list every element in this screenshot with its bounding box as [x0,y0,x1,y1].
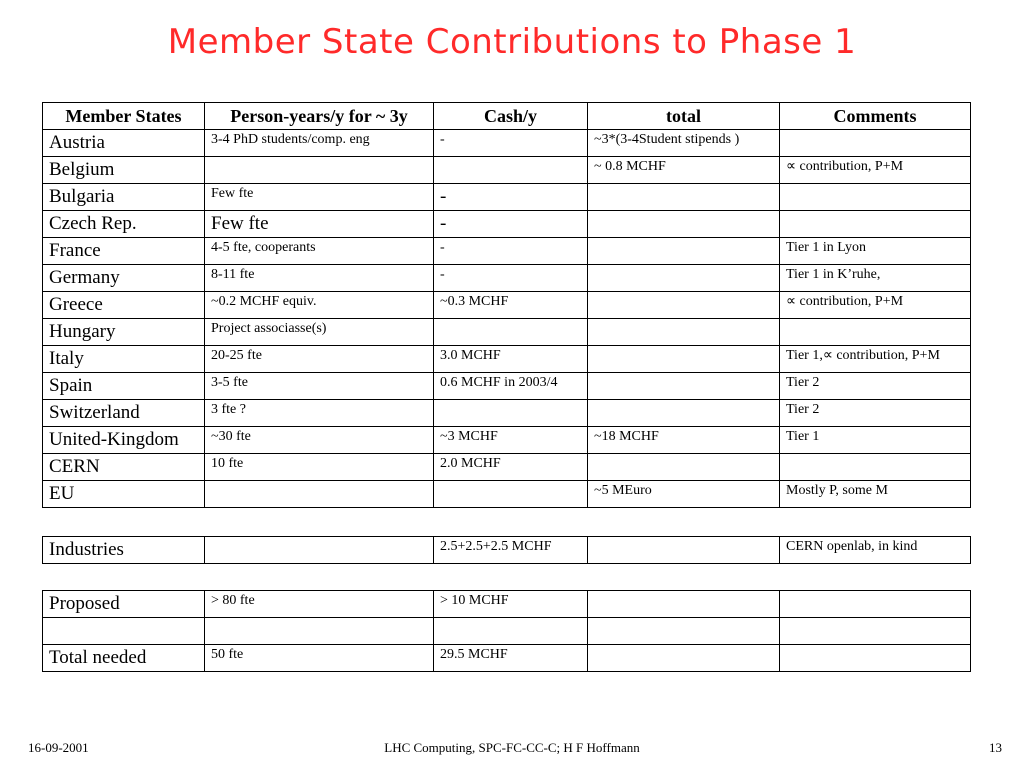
table-cell [780,130,971,157]
table-cell: 3.0 MCHF [434,346,588,373]
table-cell [588,454,780,481]
table-cell: ~0.3 MCHF [434,292,588,319]
table-cell: Spain [43,373,205,400]
table-cell: 8-11 fte [205,265,434,292]
contributions-table [42,102,971,508]
table-cell [434,319,588,346]
table-cell: Few fte [205,184,434,211]
table-cell: 10 fte [205,454,434,481]
table-cell [780,591,971,618]
table-cell: France [43,238,205,265]
table-cell: Proposed [43,591,205,618]
table-cell [588,238,780,265]
footer-title: LHC Computing, SPC-FC-CC-C; H F Hoffmann [384,740,640,755]
table-cell [205,618,434,645]
table-row [43,211,971,238]
table-row [43,130,971,157]
table-cell [205,481,434,508]
table-row [43,454,971,481]
table-cell: CERN openlab, in kind [780,537,971,564]
table-cell [434,400,588,427]
table-cell [205,157,434,184]
table-cell: ~18 MCHF [588,427,780,454]
table-cell: Switzerland [43,400,205,427]
table-cell: Tier 1,∝ contribution, P+M [780,346,971,373]
table-cell: - [434,184,588,211]
table-row [43,346,971,373]
table-cell: Austria [43,130,205,157]
table-cell [588,537,780,564]
table-cell [588,346,780,373]
table-cell: Total needed [43,645,205,672]
table-cell: 2.0 MCHF [434,454,588,481]
table-cell: 29.5 MCHF [434,645,588,672]
summary-row [43,591,971,618]
table-cell [588,645,780,672]
table-row [43,238,971,265]
table-cell [588,373,780,400]
table-cell: 2.5+2.5+2.5 MCHF [434,537,588,564]
table-cell [588,292,780,319]
industries-table [42,536,971,564]
table-cell: Bulgaria [43,184,205,211]
table-row [43,427,971,454]
table-cell: ~3 MCHF [434,427,588,454]
table-cell [588,319,780,346]
table-cell [780,184,971,211]
table-cell: Tier 1 in K’ruhe, [780,265,971,292]
table-cell: Tier 1 [780,427,971,454]
table-cell [588,211,780,238]
table-cell: Few fte [205,211,434,238]
table-cell: 4-5 fte, cooperants [205,238,434,265]
table-cell: 3 fte ? [205,400,434,427]
table-cell [434,618,588,645]
header-comments: Comments [780,103,971,130]
table-cell [588,265,780,292]
table-cell: Greece [43,292,205,319]
header-cash: Cash/y [434,103,588,130]
table-cell: ∝ contribution, P+M [780,292,971,319]
table-cell: Tier 2 [780,400,971,427]
table-cell: Industries [43,537,205,564]
table-row [43,373,971,400]
table-cell: - [434,238,588,265]
table-cell: Germany [43,265,205,292]
slide-title: Member State Contributions to Phase 1 [167,22,857,62]
footer-page-number: 13 [989,740,1002,755]
table-cell: 50 fte [205,645,434,672]
table-cell [205,537,434,564]
table-cell [43,618,205,645]
table-header-row [43,103,971,130]
table-cell: ~ 0.8 MCHF [588,157,780,184]
table-cell [434,157,588,184]
table-cell: 3-4 PhD students/comp. eng [205,130,434,157]
table-cell: Mostly P, some M [780,481,971,508]
footer-date: 16-09-2001 [28,740,89,755]
table-cell: 20-25 fte [205,346,434,373]
table-row [43,400,971,427]
table-cell: ~5 MEuro [588,481,780,508]
table-cell: > 80 fte [205,591,434,618]
header-member-states: Member States [43,103,205,130]
industries-row [43,537,971,564]
table-cell: ~30 fte [205,427,434,454]
table-row [43,292,971,319]
summary-row [43,645,971,672]
table-cell [588,400,780,427]
table-cell [588,618,780,645]
table-cell [780,645,971,672]
table-cell: ∝ contribution, P+M [780,157,971,184]
table-cell: Tier 2 [780,373,971,400]
table-cell [434,481,588,508]
table-cell: 3-5 fte [205,373,434,400]
table-cell: Project associasse(s) [205,319,434,346]
header-total: total [588,103,780,130]
table-row [43,319,971,346]
table-cell [780,211,971,238]
table-row [43,184,971,211]
summary-table [42,590,971,672]
table-cell: Tier 1 in Lyon [780,238,971,265]
table-cell [588,591,780,618]
table-cell: Belgium [43,157,205,184]
table-cell: - [434,130,588,157]
table-cell: Hungary [43,319,205,346]
table-cell: ~0.2 MCHF equiv. [205,292,434,319]
table-cell [588,184,780,211]
header-person-years: Person-years/y for ~ 3y [205,103,434,130]
table-cell [780,454,971,481]
table-cell: ~3*(3-4Student stipends ) [588,130,780,157]
summary-row [43,618,971,645]
table-cell: United-Kingdom [43,427,205,454]
table-row [43,157,971,184]
table-row [43,265,971,292]
table-cell [780,618,971,645]
table-cell: 0.6 MCHF in 2003/4 [434,373,588,400]
table-row [43,481,971,508]
table-cell: > 10 MCHF [434,591,588,618]
table-cell: CERN [43,454,205,481]
table-cell: EU [43,481,205,508]
table-cell: Czech Rep. [43,211,205,238]
table-cell: - [434,211,588,238]
table-cell: Italy [43,346,205,373]
table-cell: - [434,265,588,292]
table-cell [780,319,971,346]
